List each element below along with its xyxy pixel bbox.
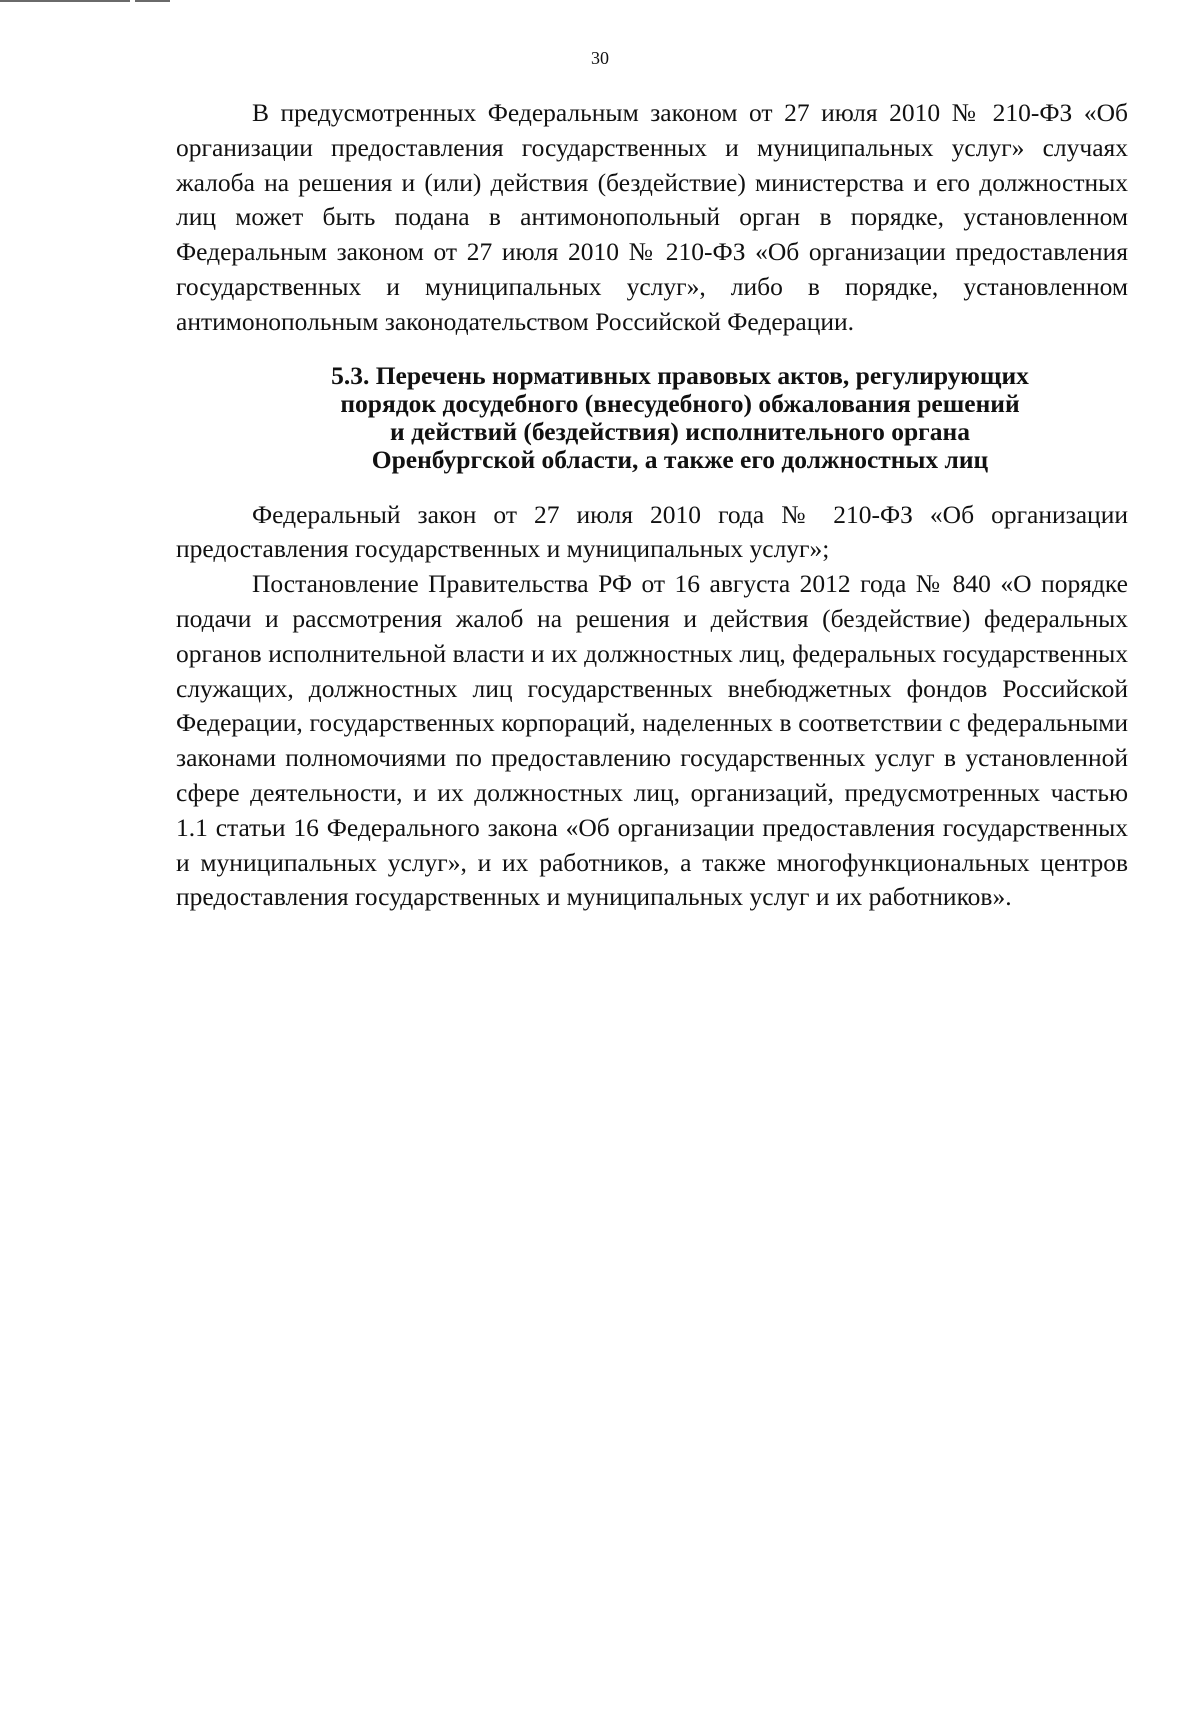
page-number: 30: [591, 48, 609, 68]
intro-paragraph: В предусмотренных Федеральным законом от 27 июля 2010 № 210-ФЗ «Об организации предоставления государственных и муниципальных услуг» случаях жалоба на решения и (или) действия (бездействие) министерства и его должностных лиц может быть подана в антимонопольный орган в порядке, установленном Федеральным законом от 27 июля 2010 № 210-ФЗ «Об организации предоставления государственных и муниципальных услуг», либо в порядке, установленном антимонопольным законодательством Российской Федерации.: [176, 98, 1128, 336]
scan-edge-mark: [0, 0, 130, 2]
legal-act-item: Постановление Правительства РФ от 16 августа 2012 года № 840 «О порядке подачи и рассмотрения жалоб на решения и действия (бездействие) федеральных органов исполнительной власти и их должностных лиц, федеральных государственных служащих, должностных лиц государственных внебюджетных фондов Российской Федерации, государственных корпораций, наделенных в соответствии с федеральными законами полномочиями по предоставлению государственных услуг в установленной сфере деятельности, и их должностных лиц, организаций, предусмотренных частью 1.1 статьи 16 Федерального закона «Об организации предоставления государственных и муниципальных услуг», и их работников, а также многофункциональных центров предоставления государственных и муниципальных услуг и их работников».: [176, 569, 1128, 912]
section-heading: [176, 362, 1128, 474]
section-heading-line: порядок досудебного (внесудебного) обжалования решений: [340, 388, 1020, 418]
section-heading-line: Оренбургской области, а также его должностных лиц: [371, 444, 989, 474]
legal-act-item: Федеральный закон от 27 июля 2010 года № 210-ФЗ «Об организации предоставления государственных и муниципальных услуг»;: [176, 499, 1128, 564]
section-heading-line: и действий (бездействия) исполнительного органа: [390, 416, 970, 446]
document-body: [176, 96, 1128, 915]
section-heading-line: 5.3. Перечень нормативных правовых актов, регулирующих: [331, 360, 1029, 390]
scan-edge-mark: [135, 0, 170, 2]
